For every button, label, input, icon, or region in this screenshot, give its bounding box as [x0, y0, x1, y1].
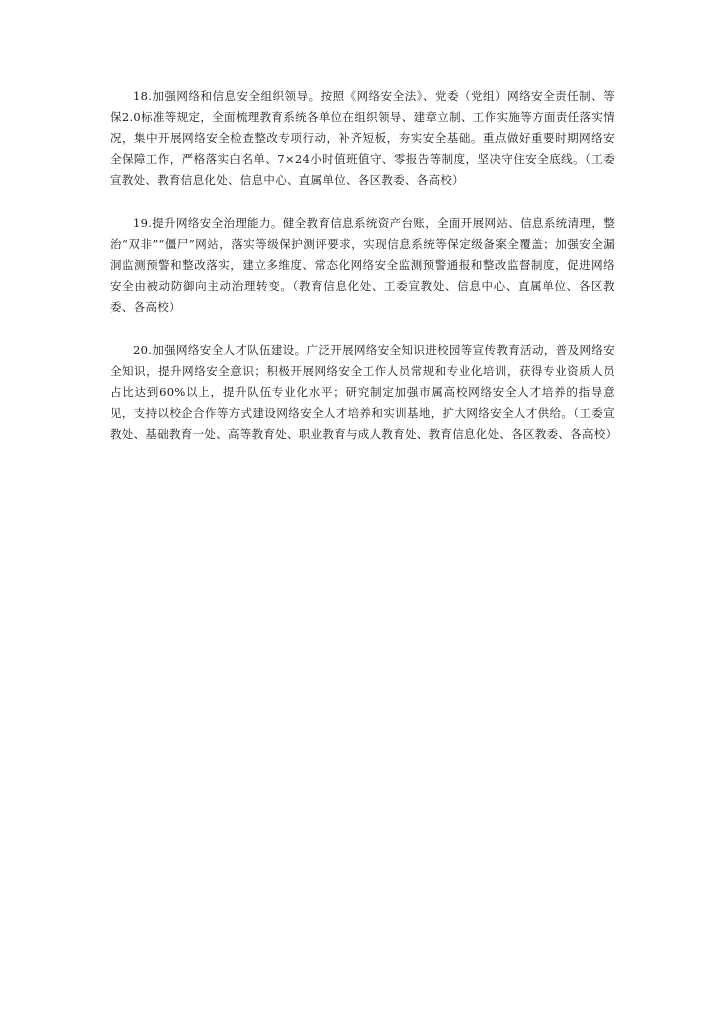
paragraph-19-text: 健全教育信息系统资产台账，全面开展网站、信息系统清理，整治“双非”“僵尸”网站，落实等级保护测评要求，实现信息系统等保定级备案全覆盖；加强安全漏洞监测预警和整改落实，建立多维度、常态化网络安全监测预警通报和整改监督制度，促进网络安全由被动防御向主动治理转变。（教育信息化处、工委宣教处、信息中心、直属单位、各区教委、各高校） — [110, 216, 615, 314]
paragraph-18 — [110, 86, 615, 191]
document-body — [110, 86, 618, 467]
paragraph-19 — [110, 213, 615, 318]
paragraph-20 — [110, 340, 618, 445]
paragraph-20-text: 广泛开展网络安全知识进校园等宣传教育活动，普及网络安全知识，提升网络安全意识；积极开展网络安全工作人员常规和专业化培训，获得专业资质人员占比达到60%以上，提升队伍专业化水平；研究制定加强市属高校网络安全人才培养的指导意见，支持以校企合作等方式建设网络安全人才培养和实训基地，扩大网络安全人才供给。（工委宣教处、基础教育一处、高等教育处、职业教育与成人教育处、教育信息化处、各区教委、各高校） — [110, 343, 618, 441]
paragraph-19-heading: 19.提升网络安全治理能力。 — [133, 216, 283, 230]
paragraph-18-text: 按照《网络安全法》、党委（党组）网络安全责任制、等保2.0标准等规定，全面梳理教育系统各单位在组织领导、建章立制、工作实施等方面责任落实情况，集中开展网络安全检查整改专项行动，补齐短板，夯实安全基础。重点做好重要时期网络安全保障工作，严格落实白名单、7×24小时值班值守、零报告等制度，坚决守住安全底线。（工委宣教处、教育信息化处、信息中心、直属单位、各区教委、各高校） — [110, 89, 616, 187]
paragraph-18-heading: 18.加强网络和信息安全组织领导。 — [133, 89, 321, 103]
paragraph-20-heading: 20.加强网络安全人才队伍建设。 — [133, 343, 307, 357]
